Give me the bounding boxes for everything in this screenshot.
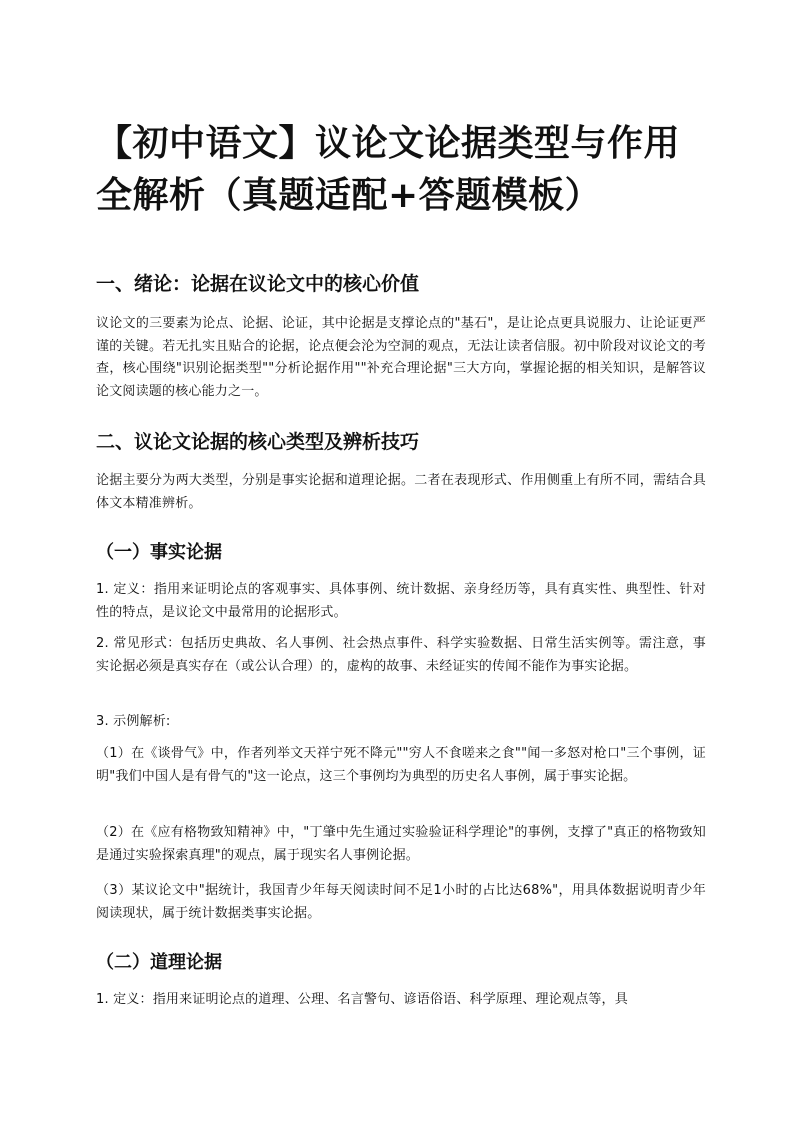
section-paragraph-types: 论据主要分为两大类型，分别是事实论据和道理论据。二者在表现形式、作用侧重上有所不同，需结合具体文本精准辨析。 (96, 473, 706, 511)
subsection-heading-reason-evidence: （二）道理论据 (96, 952, 222, 973)
fact-example-2: （2）在《应有格物致知精神》中，"丁肇中先生通过实验验证科学理论"的事例，支撑了"真正的格物致知是通过实验探索真理"的观点，属于现实名人事例论据。 (96, 825, 706, 863)
fact-definition-item: 1. 定义：指用来证明论点的客观事实、具体事例、统计数据、亲身经历等，具有真实性、典型性、针对性的特点，是议论文中最常用的论据形式。 (96, 582, 706, 620)
section-heading-types: 二、议论文论据的核心类型及辨析技巧 (96, 431, 420, 453)
fact-example-1: （1）在《谈骨气》中，作者列举文天祥宁死不降元""穷人不食嗟来之食""闻一多怒对枪口"三个事例，证明"我们中国人是有骨气的"这一论点，这三个事例均为典型的历史名人事例，属于事实论据。 (96, 746, 706, 784)
fact-example-3: （3）某议论文中"据统计，我国青少年每天阅读时间不足1小时的占比达68%"，用具体数据说明青少年阅读现状，属于统计数据类事实论据。 (96, 883, 706, 921)
reason-definition-item: 1. 定义：指用来证明论点的道理、公理、名言警句、谚语俗语、科学原理、理论观点等，具 (96, 992, 628, 1007)
section-paragraph-introduction: 议论文的三要素为论点、论据、论证，其中论据是支撑论点的"基石"，是让论点更具说服力、让论证更严谨的关键。若无扎实且贴合的论据，论点便会沦为空洞的观点，无法让读者信服。初中阶段对议论文的考查，核心围绕"识别论据类型""分析论据作用""补充合理论据"三大方向，掌握论据的相关知识，是解答议论文阅读题的核心能力之一。 (96, 316, 706, 399)
subsection-heading-fact-evidence: （一）事实论据 (96, 542, 222, 563)
document-title: 【初中语文】议论文论据类型与作用全解析（真题适配+答题模板） (96, 123, 681, 216)
section-heading-introduction: 一、绪论：论据在议论文中的核心价值 (96, 273, 420, 295)
fact-forms-item: 2. 常见形式：包括历史典故、名人事例、社会热点事件、科学实验数据、日常生活实例等。需注意，事实论据必须是真实存在（或公认合理）的，虚构的故事、未经证实的传闻不能作为事实论据。 (96, 636, 706, 674)
fact-examples-label: 3. 示例解析: (96, 714, 171, 729)
